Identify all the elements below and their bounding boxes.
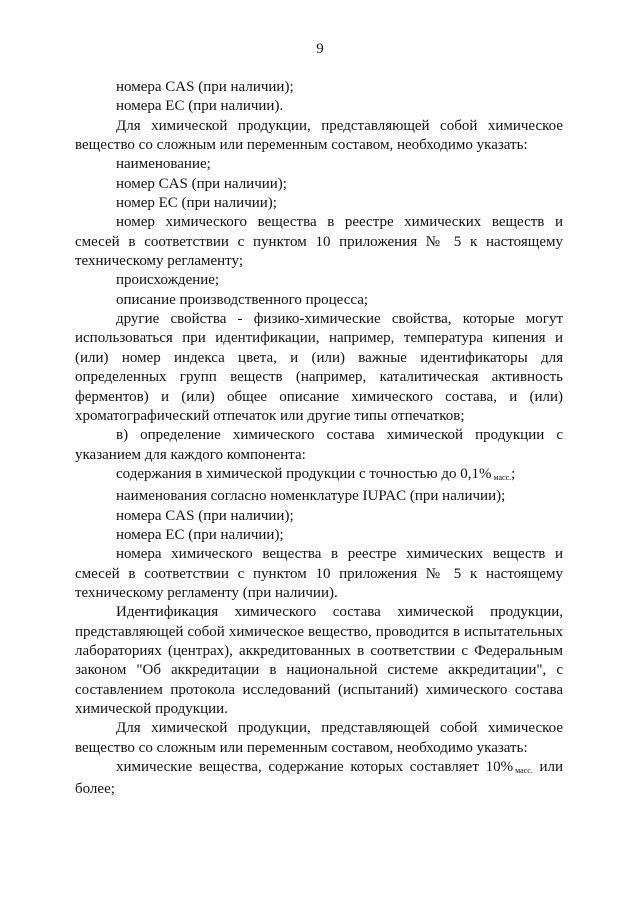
paragraph: номера ЕС (при наличии);	[116, 526, 284, 543]
page-number: 9	[316, 41, 324, 57]
paragraph	[75, 465, 563, 487]
paragraph-tail: или более;	[75, 759, 563, 798]
paragraph: номера CAS (при наличии);	[116, 507, 294, 524]
document-body	[75, 78, 563, 800]
paragraph-text: химические вещества, содержание которых составляет 10%	[116, 759, 514, 776]
mass-subscript: масс.	[493, 472, 512, 482]
paragraph: другие свойства - физико-химические свойства, которые могут использоваться при идентификации, например, температура кипения и (или) номер индекса цвета, и (или) важные идентификаторы для определенных групп веществ (например, каталитическая активность ферментов) и (или) общее описание химического состава, и (или) хроматографический отпечаток или другие типы отпечатков;	[75, 311, 563, 424]
mass-subscript: масс.	[515, 766, 533, 776]
paragraph: номера CAS (при наличии);	[116, 79, 294, 95]
paragraph: номер ЕС (при наличии);	[116, 195, 277, 212]
paragraph: описание производственного процесса;	[116, 291, 369, 308]
paragraph: происхождение;	[116, 272, 220, 289]
paragraph: в) определение химического состава химической продукции с указанием для каждого компонента:	[75, 427, 563, 463]
paragraph: номер химического вещества в реестре химических веществ и смесей в соответствии с пунктом 10 приложения № 5 к настоящему техническому регламенту;	[75, 214, 563, 270]
paragraph: номера ЕС (при наличии).	[116, 98, 284, 115]
paragraph: номер CAS (при наличии);	[116, 175, 287, 192]
paragraph: наименования согласно номенклатуре IUPAC (при наличии);	[116, 488, 506, 505]
paragraph	[75, 758, 563, 800]
paragraph-text: содержания в химической продукции с точностью до 0,1%	[116, 465, 492, 482]
paragraph: Идентификация химического состава химической продукции, представляющей собой химическое вещество, проводится в испытательных лабораториях (центрах), аккредитованных в соответствии с Федеральным законом "Об аккредитации в национальной системе аккредитации", с составлением протокола исследований (испытаний) химического состава химической продукции.	[75, 604, 563, 717]
paragraph-tail: ;	[511, 465, 516, 482]
paragraph: номера химического вещества в реестре химических веществ и смесей в соответствии с пунктом 10 приложения № 5 к настоящему техническому регламенту (при наличии).	[75, 546, 563, 601]
paragraph: Для химической продукции, представляющей собой химическое вещество со сложным или переменным составом, необходимо указать:	[75, 117, 563, 154]
paragraph: наименование;	[116, 156, 211, 173]
paragraph: Для химической продукции, представляющей собой химическое вещество со сложным или переменным составом, необходимо указать:	[75, 720, 563, 756]
